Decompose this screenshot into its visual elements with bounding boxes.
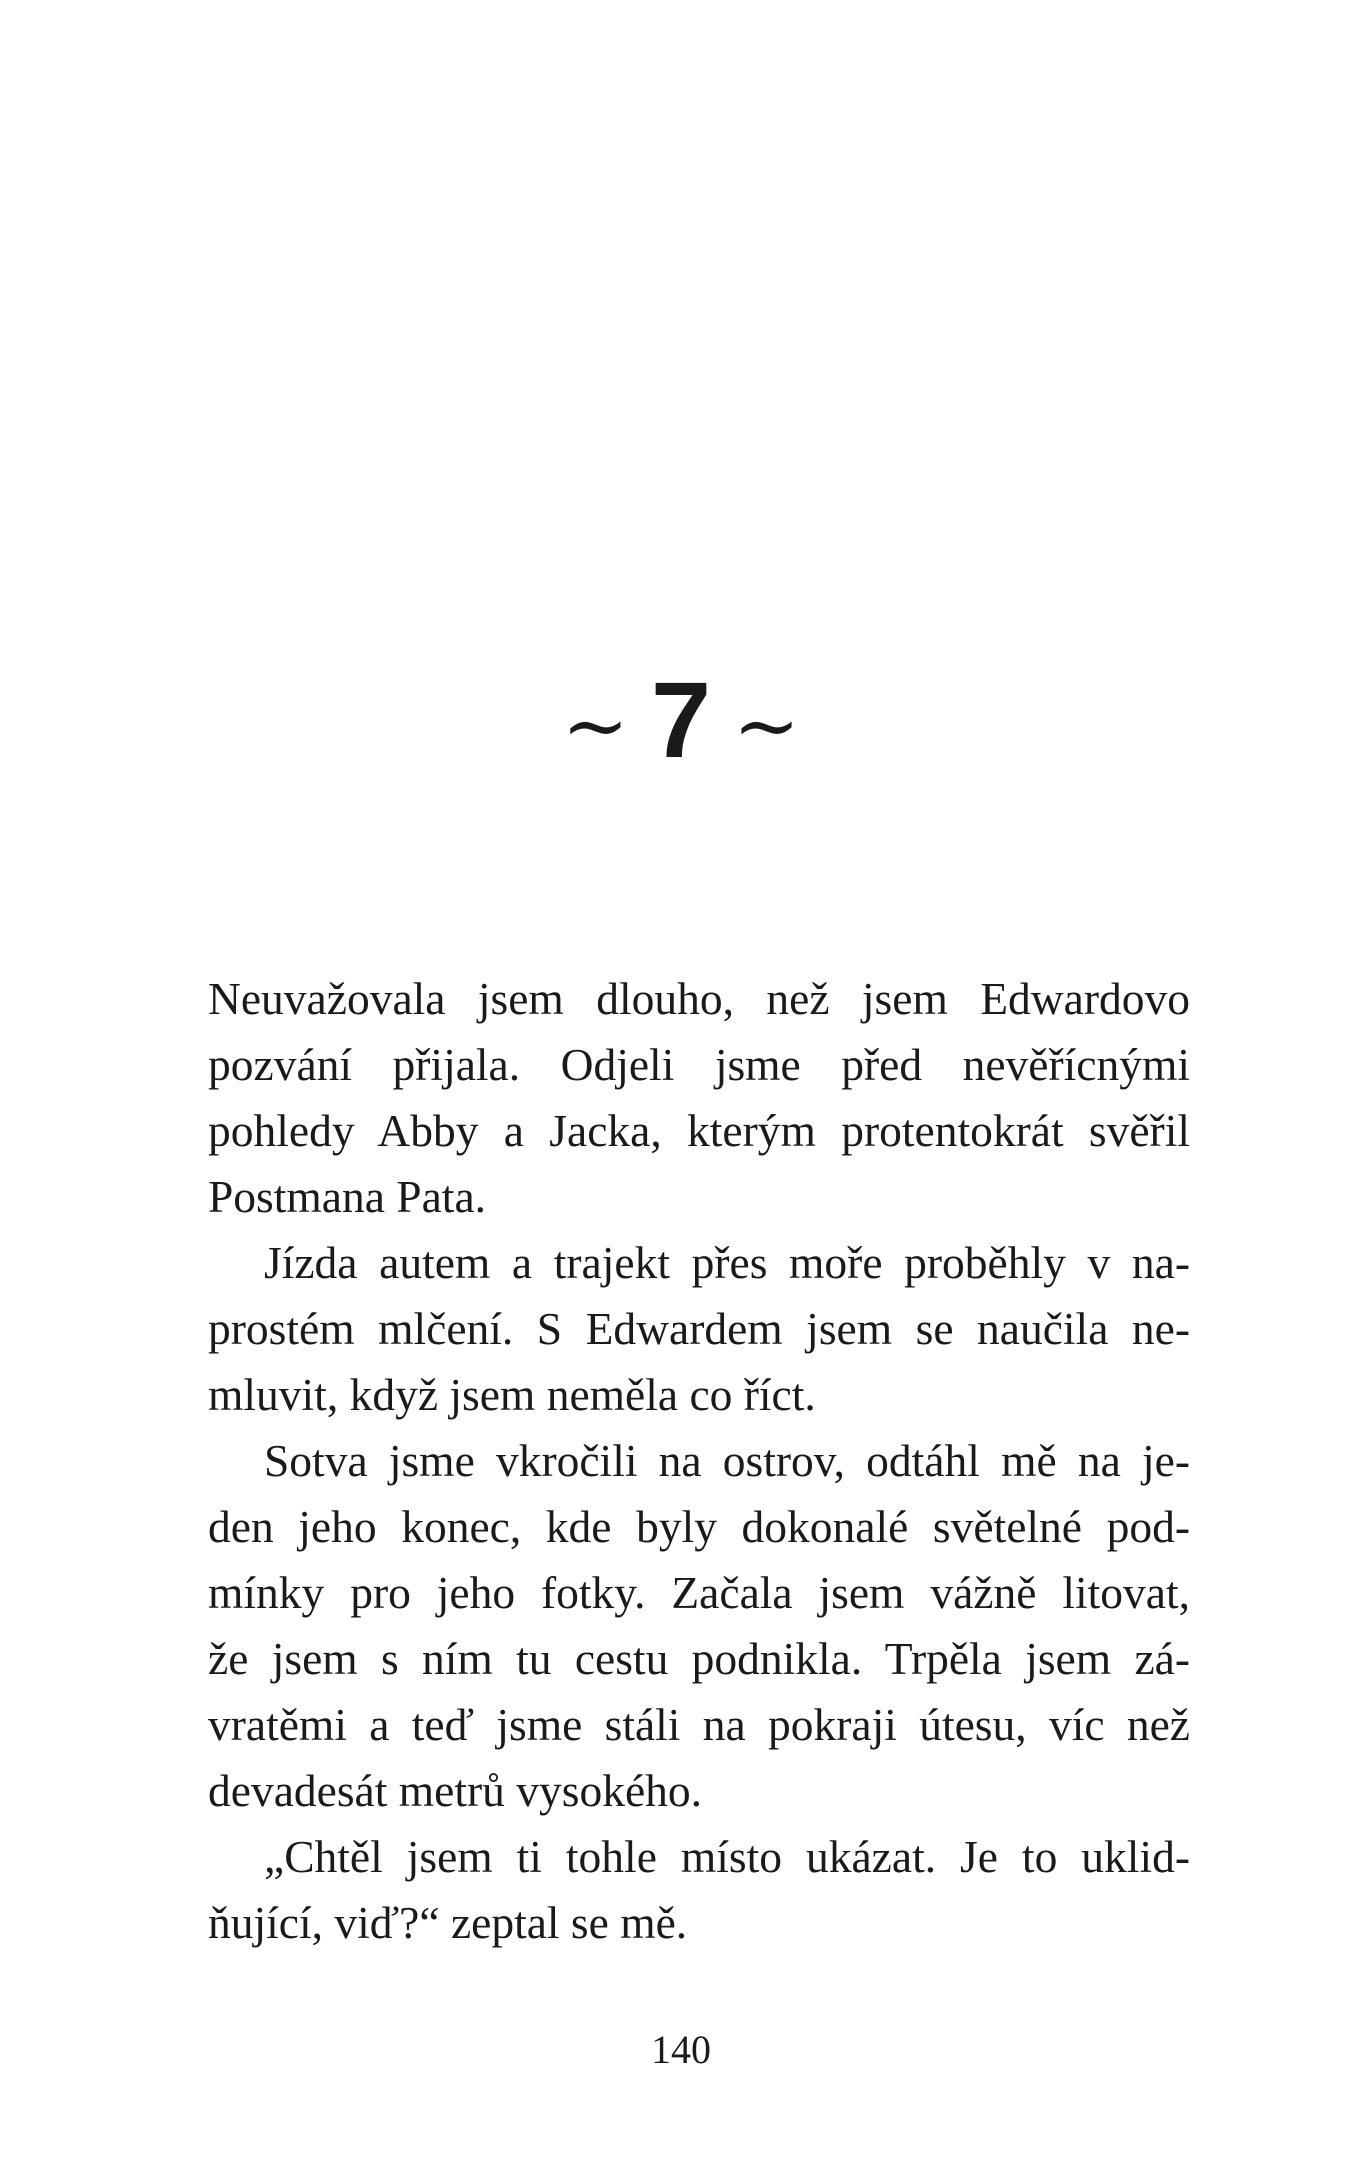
- chapter-tilde-left: ~: [561, 679, 629, 772]
- body-text: [208, 966, 1190, 1956]
- chapter-number: 7: [650, 659, 712, 780]
- page-number: 140: [651, 2027, 711, 2072]
- text-line: ňující, viď?“ zeptal se mě.: [208, 1897, 688, 1948]
- text-line: Postmana Pata.: [208, 1171, 487, 1222]
- text-line: den jeho konec, kde byly dokonalé světelné pod-: [208, 1501, 1190, 1552]
- text-line: Sotva jsme vkročili na ostrov, odtáhl mě na je-: [264, 1435, 1190, 1486]
- text-line: mínky pro jeho fotky. Začala jsem vážně litovat,: [208, 1567, 1190, 1618]
- text-line: „Chtěl jsem ti tohle místo ukázat. Je to uklid-: [264, 1831, 1190, 1882]
- text-line: pozvání přijala. Odjeli jsme před nevěřícnými: [208, 1039, 1190, 1090]
- text-line: Jízda autem a trajekt přes moře proběhly v na-: [264, 1237, 1190, 1288]
- text-line: prostém mlčení. S Edwardem jsem se naučila ne-: [208, 1303, 1190, 1354]
- text-line: vratěmi a teď jsme stáli na pokraji útesu, víc než: [208, 1699, 1190, 1750]
- text-line: Neuvažovala jsem dlouho, než jsem Edwardovo: [208, 973, 1190, 1024]
- text-line: pohledy Abby a Jacka, kterým protentokrát svěřil: [208, 1105, 1190, 1156]
- text-line: mluvit, když jsem neměla co říct.: [208, 1369, 816, 1420]
- text-line: devadesát metrů vysokého.: [208, 1765, 703, 1816]
- chapter-heading: [0, 660, 1362, 780]
- chapter-tilde-right: ~: [733, 679, 801, 772]
- text-line: že jsem s ním tu cestu podnikla. Trpěla jsem zá-: [208, 1633, 1190, 1684]
